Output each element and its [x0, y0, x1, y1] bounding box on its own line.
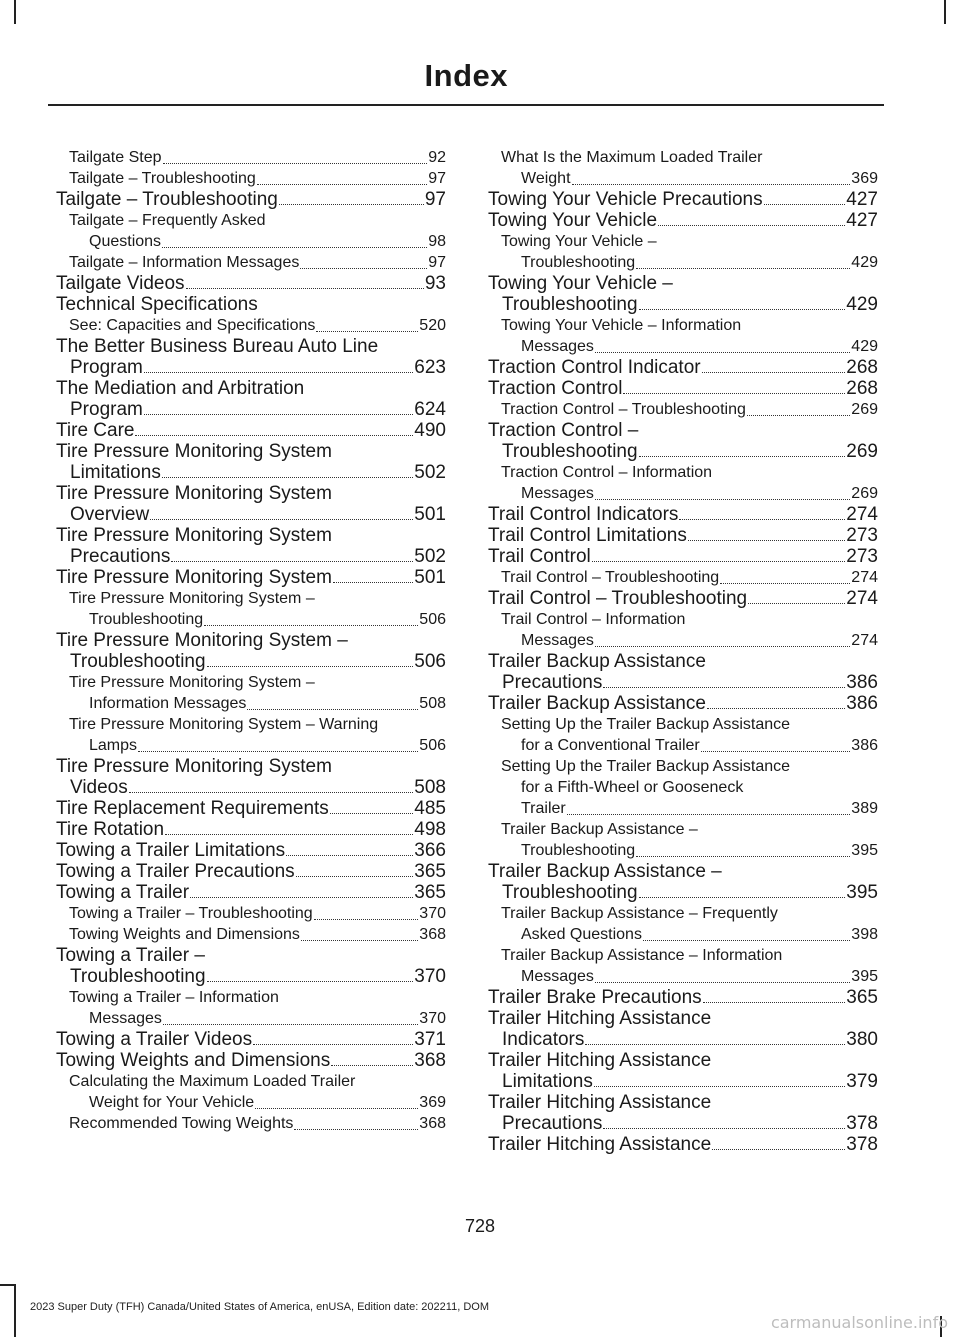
entry-label-continuation: Questions [89, 233, 162, 250]
entry-page-number: 490 [414, 420, 446, 441]
entry-page-number: 269 [846, 441, 878, 462]
entry-page-number: 506 [419, 737, 446, 754]
entry-label-continuation: Videos [70, 777, 128, 798]
index-entry [56, 882, 446, 903]
entry-label: Towing Your Vehicle – Information [501, 317, 742, 334]
entry-page-number: 269 [851, 401, 878, 418]
entry-page-number: 506 [414, 651, 446, 672]
index-entry [488, 210, 878, 231]
index-entry [56, 420, 446, 441]
entry-label-continuation: Program [70, 399, 143, 420]
leader-dots [748, 603, 845, 604]
entry-page-number: 268 [846, 378, 878, 399]
leader-dots [585, 1044, 845, 1045]
leader-dots [764, 204, 846, 205]
entry-label: What Is the Maximum Loaded Trailer [501, 149, 763, 166]
entry-label: Trail Control – Troubleshooting [501, 569, 720, 586]
leader-dots [688, 540, 845, 541]
entry-label: Towing a Trailer Videos [56, 1029, 253, 1050]
entry-label-continuation: Messages [521, 632, 594, 649]
leader-dots [204, 625, 418, 626]
entry-page-number: 508 [419, 695, 446, 712]
index-subentry [488, 462, 878, 504]
leader-dots [296, 876, 414, 877]
index-subentry [56, 315, 446, 336]
entry-label: Trailer Backup Assistance [488, 651, 706, 672]
entry-page-number: 365 [414, 882, 446, 903]
entry-label: Trailer Hitching Assistance [488, 1092, 712, 1113]
index-entry [488, 420, 878, 462]
entry-label: Setting Up the Trailer Backup Assistance [501, 758, 791, 775]
entry-page-number: 371 [414, 1029, 446, 1050]
entry-page-number: 389 [851, 800, 878, 817]
entry-label: Towing Weights and Dimensions [69, 926, 300, 943]
page-title: Index [424, 58, 508, 93]
entry-page-number: 398 [851, 926, 878, 943]
entry-label-continuation: Troubleshooting [521, 254, 636, 271]
entry-label: See: Capacities and Specifications [69, 317, 316, 334]
index-entry [488, 378, 878, 399]
entry-label-continuation: Weight for Your Vehicle [89, 1094, 255, 1111]
entry-page-number: 97 [424, 189, 446, 210]
entry-label-continuation: Trailer [521, 800, 566, 817]
footer-edition-text: 2023 Super Duty (TFH) Canada/United States of America, enUSA, Edition date: 202211, DOM [30, 1301, 489, 1313]
leader-dots [162, 247, 427, 248]
index-subentry [56, 1113, 446, 1134]
entry-page-number: 386 [846, 672, 878, 693]
index-subentry [488, 399, 878, 420]
leader-dots [595, 352, 850, 353]
index-entry [56, 861, 446, 882]
entry-label-continuation: Limitations [502, 1071, 593, 1092]
leader-dots [257, 184, 427, 185]
entry-page-number: 368 [414, 1050, 446, 1071]
entry-label: Towing Your Vehicle [488, 210, 658, 231]
entry-label-continuation: Program [70, 357, 143, 378]
index-column-left [56, 147, 446, 1134]
entry-page-number: 274 [851, 632, 878, 649]
leader-dots [701, 751, 851, 752]
entry-label: Traction Control [488, 378, 623, 399]
index-subentry [56, 147, 446, 168]
entry-label: Trailer Hitching Assistance [488, 1134, 712, 1155]
leader-dots [207, 666, 414, 667]
index-entry [56, 630, 446, 672]
entry-page-number: 369 [419, 1094, 446, 1111]
entry-label: Towing Weights and Dimensions [56, 1050, 331, 1071]
leader-dots [639, 309, 846, 310]
index-entry [56, 945, 446, 987]
entry-label: Tailgate – Frequently Asked [69, 212, 266, 229]
index-entry [488, 1134, 878, 1155]
index-subentry [56, 588, 446, 630]
index-entry [56, 798, 446, 819]
index-entry [56, 819, 446, 840]
leader-dots [207, 981, 414, 982]
entry-page-number: 273 [846, 546, 878, 567]
index-subentry [56, 924, 446, 945]
entry-label: Recommended Towing Weights [69, 1115, 294, 1132]
index-entry [488, 588, 878, 609]
index-entry [56, 189, 446, 210]
entry-label: Tire Care [56, 420, 135, 441]
leader-dots [636, 268, 850, 269]
entry-page-number: 501 [414, 567, 446, 588]
entry-page-number: 379 [846, 1071, 878, 1092]
entry-page-number: 92 [428, 149, 446, 166]
entry-label: Tailgate Step [69, 149, 162, 166]
entry-label: Towing a Trailer – Troubleshooting [69, 905, 313, 922]
entry-label: Traction Control – Troubleshooting [501, 401, 746, 418]
leader-dots [572, 184, 851, 185]
entry-page-number: 98 [428, 233, 446, 250]
entry-label: Tailgate Videos [56, 273, 185, 294]
index-entry [56, 336, 446, 378]
entry-label: Trailer Backup Assistance – [488, 861, 722, 882]
leader-dots [567, 814, 851, 815]
index-subentry [488, 315, 878, 357]
entry-label: Tire Pressure Monitoring System [56, 756, 332, 777]
entry-label: Towing Your Vehicle – [501, 233, 657, 250]
leader-dots [314, 919, 419, 920]
entry-label-continuation: Precautions [502, 672, 603, 693]
entry-label: Trailer Brake Precautions [488, 987, 702, 1008]
entry-page-number: 370 [419, 905, 446, 922]
leader-dots [162, 477, 413, 478]
leader-dots [720, 583, 850, 584]
entry-page-number: 485 [414, 798, 446, 819]
leader-dots [301, 940, 418, 941]
leader-dots [163, 163, 428, 164]
entry-label: Tailgate – Troubleshooting [56, 189, 278, 210]
leader-dots [300, 268, 427, 269]
entry-label-continuation: Troubleshooting [70, 966, 206, 987]
entry-page-number: 427 [846, 189, 878, 210]
entry-page-number: 369 [851, 170, 878, 187]
leader-dots [595, 982, 850, 983]
entry-page-number: 368 [419, 1115, 446, 1132]
entry-label-continuation: Precautions [502, 1113, 603, 1134]
entry-page-number: 502 [414, 462, 446, 483]
entry-page-number: 429 [851, 338, 878, 355]
index-entry [488, 861, 878, 903]
entry-label: Tire Pressure Monitoring System – [69, 674, 315, 691]
entry-page-number: 378 [846, 1113, 878, 1134]
index-entry [56, 483, 446, 525]
index-entry [56, 1050, 446, 1071]
entry-label: Trail Control Indicators [488, 504, 679, 525]
entry-page-number: 269 [851, 485, 878, 502]
index-entry [56, 840, 446, 861]
leader-dots [255, 1108, 418, 1109]
index-subentry [56, 672, 446, 714]
header-divider [48, 104, 884, 106]
entry-label-continuation: Indicators [502, 1029, 585, 1050]
entry-label-continuation: Troubleshooting [502, 882, 638, 903]
crop-mark-bottom-left-h [0, 1284, 16, 1286]
entry-label: Tailgate – Information Messages [69, 254, 300, 271]
leader-dots [144, 414, 413, 415]
leader-dots [703, 1002, 846, 1003]
leader-dots [144, 372, 413, 373]
entry-label: The Mediation and Arbitration [56, 378, 305, 399]
leader-dots [150, 519, 413, 520]
entry-label-continuation: Overview [70, 504, 150, 525]
entry-page-number: 370 [414, 966, 446, 987]
entry-label-continuation: Troubleshooting [502, 294, 638, 315]
entry-label-continuation: Weight [521, 170, 571, 187]
entry-label: Towing a Trailer [56, 882, 190, 903]
index-subentry [488, 819, 878, 861]
entry-page-number: 429 [851, 254, 878, 271]
entry-label: Tire Pressure Monitoring System – [56, 630, 348, 651]
entry-label: Setting Up the Trailer Backup Assistance [501, 716, 791, 733]
entry-page-number: 368 [419, 926, 446, 943]
entry-page-number: 395 [851, 968, 878, 985]
index-entry [488, 525, 878, 546]
entry-label: Traction Control – Information [501, 464, 713, 481]
index-subentry [56, 252, 446, 273]
entry-label-continuation: Troubleshooting [89, 611, 204, 628]
entry-page-number: 508 [414, 777, 446, 798]
entry-label-continuation: Messages [521, 485, 594, 502]
leader-dots [679, 519, 845, 520]
index-entry [56, 756, 446, 798]
leader-dots [592, 561, 846, 562]
entry-label-continuation: Messages [521, 338, 594, 355]
entry-label: Tire Rotation [56, 819, 165, 840]
index-entry [56, 378, 446, 420]
entry-label-continuation: Troubleshooting [502, 441, 638, 462]
entry-page-number: 274 [846, 504, 878, 525]
entry-label: Trail Control – Information [501, 611, 686, 628]
entry-page-number: 501 [414, 504, 446, 525]
index-entry [56, 441, 446, 483]
index-entry [488, 1050, 878, 1092]
leader-dots [595, 499, 850, 500]
entry-label: Trail Control – Troubleshooting [488, 588, 748, 609]
leader-dots [135, 435, 413, 436]
index-subentry [488, 714, 878, 756]
index-entry [488, 504, 878, 525]
entry-label-continuation: Precautions [70, 546, 171, 567]
index-entry [56, 1029, 446, 1050]
entry-page-number: 498 [414, 819, 446, 840]
crop-mark-bottom-left [14, 1284, 16, 1337]
entry-page-number: 268 [846, 357, 878, 378]
crop-mark-top-right [944, 0, 946, 24]
leader-dots [639, 897, 846, 898]
leader-dots [316, 331, 418, 332]
leader-dots [247, 709, 418, 710]
index-column-right [488, 147, 878, 1155]
entry-label: Trailer Hitching Assistance [488, 1008, 712, 1029]
entry-page-number: 386 [846, 693, 878, 714]
index-subentry [488, 903, 878, 945]
entry-label-continuation: Troubleshooting [70, 651, 206, 672]
entry-label: Towing a Trailer Limitations [56, 840, 286, 861]
entry-label-continuation: Messages [521, 968, 594, 985]
index-subentry [56, 1071, 446, 1113]
leader-dots [279, 204, 424, 205]
index-subentry [488, 147, 878, 189]
entry-label: Trailer Hitching Assistance [488, 1050, 712, 1071]
entry-page-number: 429 [846, 294, 878, 315]
entry-page-number: 623 [414, 357, 446, 378]
leader-dots [747, 415, 850, 416]
entry-page-number: 395 [851, 842, 878, 859]
index-entry [56, 525, 446, 567]
leader-dots [331, 1065, 413, 1066]
leader-dots [190, 897, 413, 898]
entry-page-number: 97 [428, 170, 446, 187]
entry-label: Tire Pressure Monitoring System [56, 567, 332, 588]
page-number: 728 [464, 1216, 496, 1236]
entry-label: Towing a Trailer – [56, 945, 205, 966]
entry-page-number: 365 [414, 861, 446, 882]
index-entry [488, 693, 878, 714]
entry-label: Traction Control – [488, 420, 639, 441]
index-subentry [56, 210, 446, 252]
index-entry [488, 273, 878, 315]
entry-label-continuation: Information Messages [89, 695, 247, 712]
entry-page-number: 274 [851, 569, 878, 586]
entry-label-continuation: for a Conventional Trailer [521, 737, 700, 754]
index-entry [56, 273, 446, 294]
leader-dots [594, 1086, 845, 1087]
entry-label: Traction Control Indicator [488, 357, 701, 378]
entry-page-number: 365 [846, 987, 878, 1008]
leader-dots [138, 751, 418, 752]
entry-label: Tailgate – Troubleshooting [69, 170, 256, 187]
index-subentry [56, 903, 446, 924]
entry-page-number: 502 [414, 546, 446, 567]
index-subentry [488, 231, 878, 273]
index-subentry [488, 945, 878, 987]
leader-dots [603, 687, 845, 688]
entry-page-number: 624 [414, 399, 446, 420]
index-subentry [488, 567, 878, 588]
leader-dots [253, 1044, 413, 1045]
index-subentry [56, 168, 446, 189]
entry-label: Tire Pressure Monitoring System [56, 525, 332, 546]
entry-label: Tire Pressure Monitoring System – Warning [69, 716, 379, 733]
leader-dots [294, 1129, 418, 1130]
entry-label: Towing Your Vehicle – [488, 273, 673, 294]
entry-label: Towing Your Vehicle Precautions [488, 189, 763, 210]
entry-label-continuation: Troubleshooting [521, 842, 636, 859]
index-entry [488, 357, 878, 378]
index-entry [488, 546, 878, 567]
leader-dots [171, 561, 413, 562]
index-entry [488, 1008, 878, 1050]
entry-page-number: 380 [846, 1029, 878, 1050]
entry-label-continuation: Lamps [89, 737, 138, 754]
leader-dots [639, 456, 846, 457]
leader-dots [186, 288, 424, 289]
leader-dots [333, 582, 413, 583]
entry-label: Trailer Backup Assistance [488, 693, 706, 714]
entry-page-number: 366 [414, 840, 446, 861]
leader-dots [165, 834, 413, 835]
entry-label: Trailer Backup Assistance – [501, 821, 698, 838]
leader-dots [636, 856, 850, 857]
entry-page-number: 93 [424, 273, 446, 294]
watermark: carmanualsonline.info [770, 1313, 948, 1332]
entry-label: Trail Control [488, 546, 591, 567]
entry-page-number: 395 [846, 882, 878, 903]
leader-dots [702, 372, 846, 373]
index-subentry [488, 609, 878, 651]
index-entry [56, 294, 446, 315]
entry-label: Tire Pressure Monitoring System – [69, 590, 315, 607]
leader-dots [712, 1149, 845, 1150]
entry-page-number: 378 [846, 1134, 878, 1155]
entry-label: Tire Pressure Monitoring System [56, 483, 332, 504]
entry-page-number: 427 [846, 210, 878, 231]
entry-page-number: 370 [419, 1010, 446, 1027]
index-entry [488, 987, 878, 1008]
entry-page-number: 97 [428, 254, 446, 271]
leader-dots [658, 225, 845, 226]
entry-label-continuation: Limitations [70, 462, 161, 483]
entry-page-number: 273 [846, 525, 878, 546]
index-subentry [56, 987, 446, 1029]
leader-dots [330, 813, 413, 814]
entry-label: The Better Business Bureau Auto Line [56, 336, 379, 357]
entry-page-number: 520 [419, 317, 446, 334]
index-entry [56, 567, 446, 588]
leader-dots [286, 855, 413, 856]
index-subentry [56, 714, 446, 756]
entry-label: Trail Control Limitations [488, 525, 687, 546]
entry-page-number: 274 [846, 588, 878, 609]
leader-dots [643, 940, 850, 941]
index-subentry [488, 756, 878, 819]
entry-label: Trailer Backup Assistance – Information [501, 947, 783, 964]
entry-label: Trailer Backup Assistance – Frequently [501, 905, 778, 922]
leader-dots [163, 1024, 418, 1025]
entry-label: for a Fifth-Wheel or Gooseneck [521, 779, 744, 796]
index-entry [488, 1092, 878, 1134]
entry-label: Tire Pressure Monitoring System [56, 441, 332, 462]
entry-label: Tire Replacement Requirements [56, 798, 329, 819]
crop-mark-top-left [14, 0, 16, 24]
entry-label: Calculating the Maximum Loaded Trailer [69, 1073, 356, 1090]
index-entry [488, 189, 878, 210]
entry-label: Technical Specifications [56, 294, 258, 315]
entry-page-number: 386 [851, 737, 878, 754]
leader-dots [707, 708, 845, 709]
leader-dots [595, 646, 850, 647]
entry-label: Towing a Trailer – Information [69, 989, 279, 1006]
entry-page-number: 506 [419, 611, 446, 628]
leader-dots [603, 1128, 845, 1129]
index-entry [488, 651, 878, 693]
leader-dots [129, 792, 414, 793]
entry-label-continuation: Messages [89, 1010, 162, 1027]
entry-label: Towing a Trailer Precautions [56, 861, 295, 882]
leader-dots [623, 393, 845, 394]
entry-label-continuation: Asked Questions [521, 926, 642, 943]
